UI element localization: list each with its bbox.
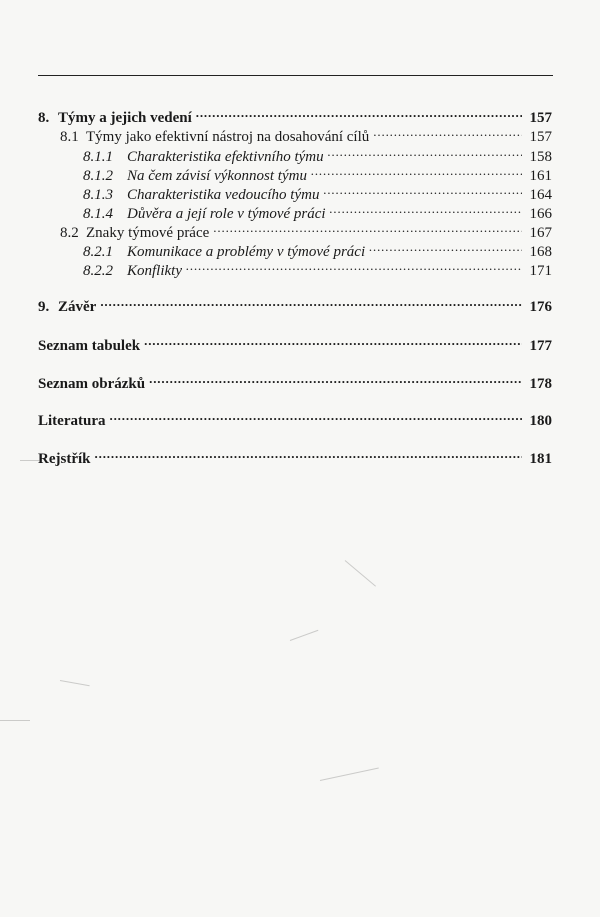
dot-leader bbox=[109, 407, 522, 425]
dot-leader bbox=[311, 162, 522, 180]
toc-entry-page: 164 bbox=[529, 187, 552, 203]
toc-entry-title: Literatura bbox=[38, 413, 106, 429]
toc-entry-page: 161 bbox=[529, 168, 552, 184]
toc-entry-page: 157 bbox=[529, 110, 552, 126]
toc-entry-title: Seznam obrázků bbox=[38, 376, 146, 392]
dot-leader bbox=[149, 370, 522, 388]
toc-entry-chapter-9[interactable] bbox=[38, 293, 552, 316]
scan-mark bbox=[0, 720, 30, 721]
toc-entry-page: 181 bbox=[529, 451, 552, 467]
toc-entry-page: 176 bbox=[529, 299, 552, 315]
toc-entry-number: 8.1.4 bbox=[83, 206, 113, 222]
toc-entry-title: Komunikace a problémy v týmové práci bbox=[127, 244, 366, 260]
toc-entry-title: Seznam tabulek bbox=[38, 338, 141, 354]
toc-entry-title: Důvěra a její role v týmové práci bbox=[127, 206, 326, 222]
toc-entry-subsection-8-2-2[interactable] bbox=[83, 257, 552, 280]
toc-entry-number: 8.1.1 bbox=[83, 149, 113, 165]
toc-entry-number: 8.1 bbox=[60, 129, 79, 145]
toc-entry-number: 8.2 bbox=[60, 225, 79, 241]
toc-entry-page: 167 bbox=[529, 225, 552, 241]
dot-leader bbox=[213, 219, 522, 237]
toc-entry-number: 8.1.2 bbox=[83, 168, 113, 184]
scan-mark bbox=[20, 460, 40, 461]
toc-entry-title: Na čem závisí výkonnost týmu bbox=[127, 168, 307, 184]
dot-leader bbox=[144, 332, 522, 350]
dot-leader bbox=[369, 238, 522, 256]
toc-entry-number: 9. bbox=[38, 299, 50, 315]
toc-entry-page: 171 bbox=[529, 263, 552, 279]
toc-entry-number: 8.2.2 bbox=[83, 263, 113, 279]
toc-entry-title: Charakteristika efektivního týmu bbox=[127, 149, 324, 165]
dot-leader bbox=[100, 293, 522, 311]
toc-entry-title: Rejstřík bbox=[38, 451, 91, 467]
toc-entry-title: Charakteristika vedoucího týmu bbox=[127, 187, 320, 203]
toc-entry-page: 177 bbox=[529, 338, 552, 354]
dot-leader bbox=[323, 181, 522, 199]
toc-entry-title: Závěr bbox=[58, 299, 97, 315]
toc-entry-bibliography[interactable] bbox=[38, 407, 552, 430]
dot-leader bbox=[373, 123, 522, 141]
dot-leader bbox=[186, 257, 522, 275]
dot-leader bbox=[196, 104, 522, 122]
toc-entry-title: Znaky týmové práce bbox=[86, 225, 210, 241]
toc-entry-list-of-tables[interactable] bbox=[38, 332, 552, 355]
toc-entry-page: 166 bbox=[529, 206, 552, 222]
toc-entry-number: 8.2.1 bbox=[83, 244, 113, 260]
toc-entry-page: 178 bbox=[529, 376, 552, 392]
dot-leader bbox=[95, 445, 523, 463]
toc-entry-title: Týmy jako efektivní nástroj na dosahování cílů bbox=[86, 129, 370, 145]
toc-entry-number: 8.1.3 bbox=[83, 187, 113, 203]
toc-entry-page: 157 bbox=[529, 129, 552, 145]
dot-leader bbox=[328, 143, 522, 161]
dot-leader bbox=[330, 200, 522, 218]
toc-entry-page: 180 bbox=[529, 413, 552, 429]
toc-entry-number: 8. bbox=[38, 110, 50, 126]
toc-entry-page: 168 bbox=[529, 244, 552, 260]
toc-entry-title: Týmy a jejich vedení bbox=[58, 110, 192, 126]
toc-entry-list-of-figures[interactable] bbox=[38, 370, 552, 393]
toc-entry-index[interactable] bbox=[38, 445, 552, 468]
toc-entry-page: 158 bbox=[529, 149, 552, 165]
toc-entry-title: Konflikty bbox=[127, 263, 182, 279]
